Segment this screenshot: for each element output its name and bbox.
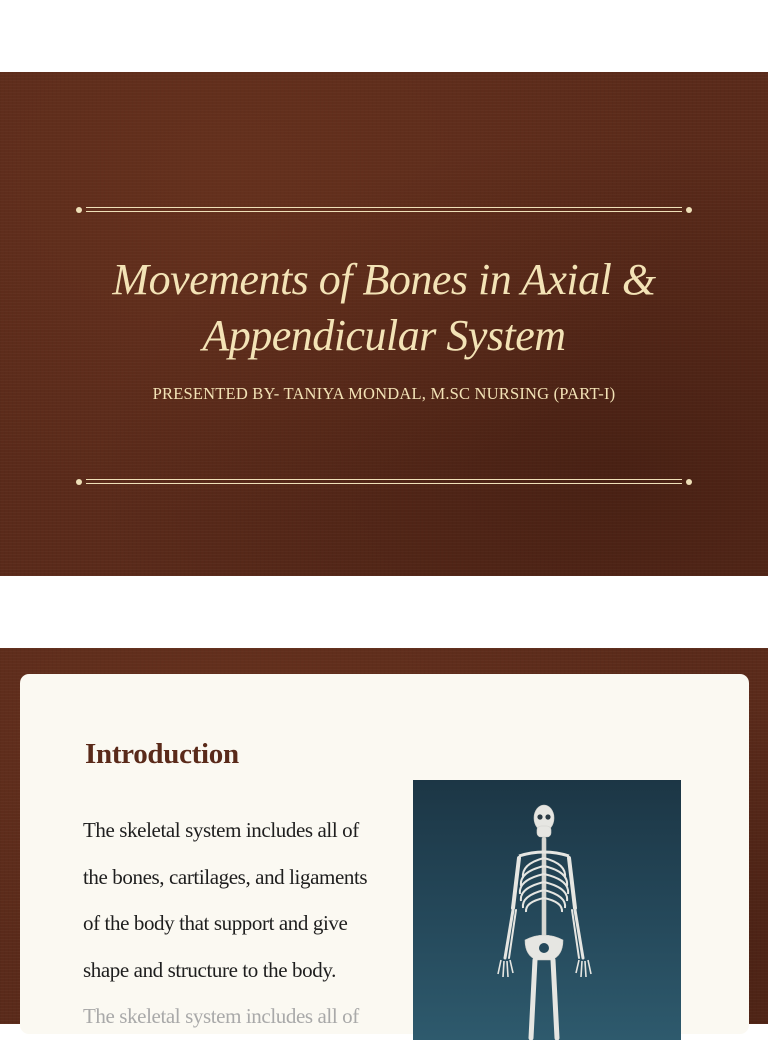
rule-end-dot xyxy=(686,207,692,213)
rule-end-dot xyxy=(76,479,82,485)
intro-paragraph xyxy=(83,807,403,1040)
paragraph-line-cutoff: The skeletal system includes all of xyxy=(83,1004,359,1028)
bottom-double-rule xyxy=(76,478,692,486)
paragraph-line: The skeletal system includes all of xyxy=(83,818,359,842)
top-double-rule xyxy=(76,206,692,214)
rule-end-dot xyxy=(76,207,82,213)
paragraph-line: shape and structure to the body. xyxy=(83,957,336,982)
rule-end-dot xyxy=(686,479,692,485)
slide-title xyxy=(60,252,708,364)
content-card xyxy=(20,674,749,1034)
skeleton-illustration xyxy=(413,780,681,1040)
slide-title-line-1: Movements of Bones in Axial & xyxy=(112,255,656,304)
title-slide xyxy=(0,72,768,576)
slide-title-line-2: Appendicular System xyxy=(202,311,566,360)
skeleton-image xyxy=(413,780,681,1040)
slide-heading: Introduction xyxy=(85,738,239,770)
introduction-slide xyxy=(0,648,768,1028)
presenter-subtitle: PRESENTED BY- TANIYA MONDAL, M.SC NURSING (PART-I) xyxy=(152,384,616,403)
paragraph-line: the bones, cartilages, and ligaments xyxy=(83,864,368,889)
paragraph-line: of the body that support and give xyxy=(83,911,348,935)
